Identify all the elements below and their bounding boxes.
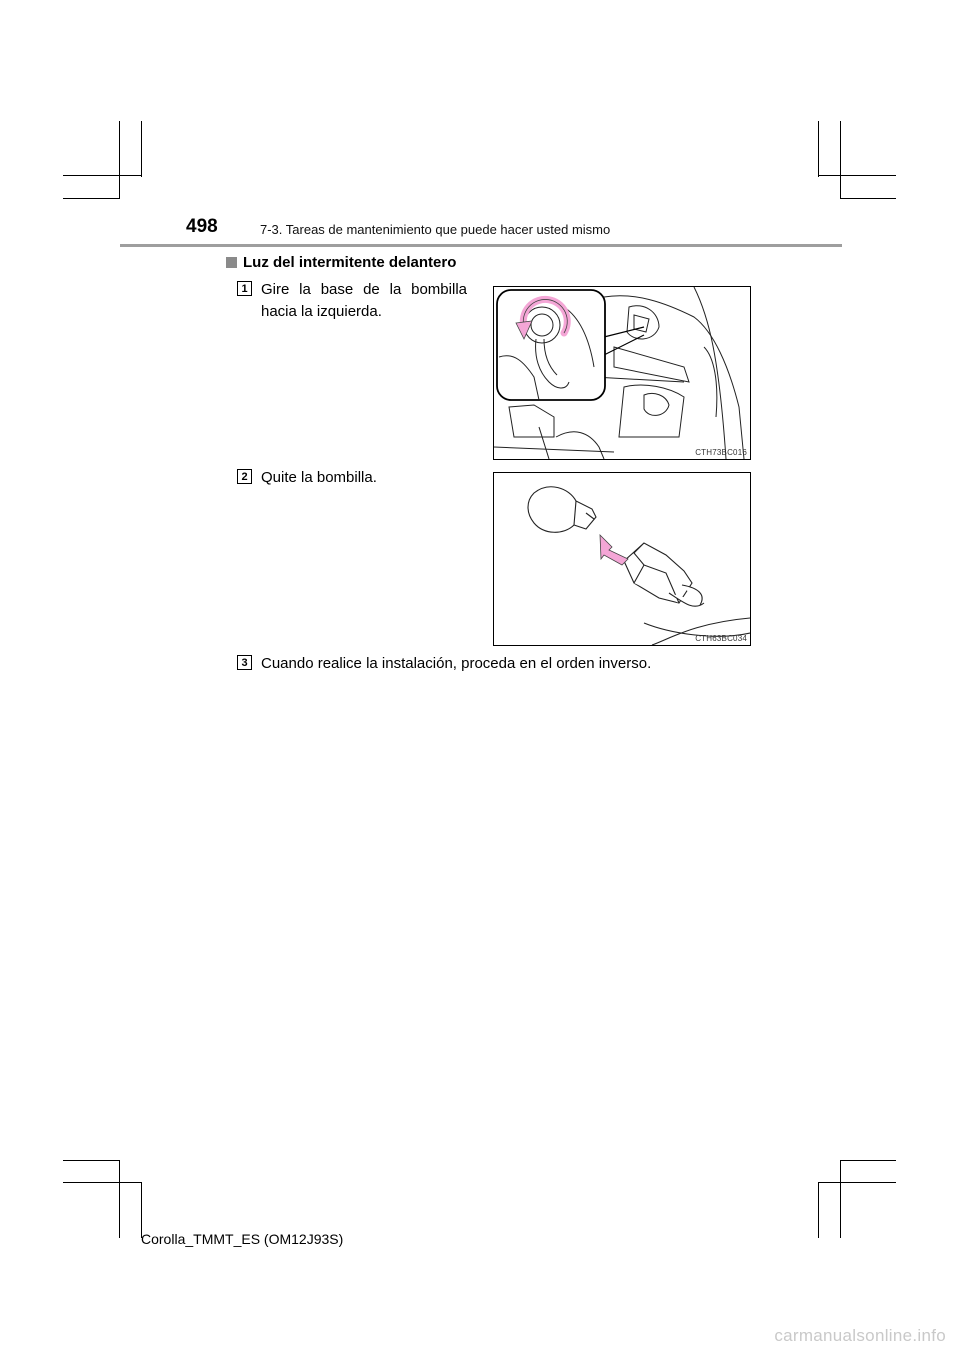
step-1-text-line1: Gire la base de la bombilla (261, 281, 467, 298)
crop-mark-top-left-h (63, 175, 141, 176)
step-2-text: Quite la bombilla. (261, 469, 377, 486)
crop-mark-top-right-v2 (840, 121, 841, 199)
bulb-removal-illustration (494, 473, 750, 645)
manual-id: Corolla_TMMT_ES (OM12J93S) (141, 1231, 344, 1247)
step-2-badge: 2 (237, 469, 252, 484)
headlight-bulb-base-illustration (494, 287, 750, 459)
step-3-badge: 3 (237, 655, 252, 670)
watermark: carmanualsonline.info (774, 1326, 946, 1345)
crop-mark-bottom-left-h2 (63, 1182, 141, 1183)
square-bullet-icon (226, 257, 237, 268)
step-2-figure (493, 472, 751, 646)
subsection-heading-text: Luz del intermitente delantero (243, 254, 457, 271)
crop-mark-bottom-left-v2 (141, 1182, 142, 1238)
step-1-figure (493, 286, 751, 460)
crop-mark-top-left-v (119, 121, 120, 199)
crop-mark-bottom-left-h (63, 1160, 120, 1161)
section-title: 7-3. Tareas de mantenimiento que puede hacer usted mismo (260, 222, 611, 237)
crop-mark-top-right-h (818, 175, 896, 176)
step-3-text: Cuando realice la instalación, proceda en el orden inverso. (261, 655, 652, 672)
header-rule (120, 244, 842, 247)
crop-mark-top-left-h2 (63, 198, 120, 199)
crop-mark-bottom-left-v (119, 1160, 120, 1238)
step-1-text-line2: hacia la izquierda. (261, 303, 382, 320)
step-2-figure-code: CTH63BC034 (695, 634, 747, 643)
crop-mark-top-left-v2 (141, 121, 142, 177)
crop-mark-top-right-h2 (840, 198, 896, 199)
crop-mark-bottom-right-h (840, 1160, 896, 1161)
step-1-figure-code: CTH73BC016 (695, 448, 747, 457)
crop-mark-bottom-right-v (818, 1182, 819, 1238)
crop-mark-bottom-right-v2 (840, 1160, 841, 1238)
page-number: 498 (186, 216, 218, 237)
crop-mark-top-right-v (818, 121, 819, 177)
crop-mark-bottom-right-h2 (818, 1182, 896, 1183)
step-1-badge: 1 (237, 281, 252, 296)
subsection-heading (226, 254, 456, 271)
